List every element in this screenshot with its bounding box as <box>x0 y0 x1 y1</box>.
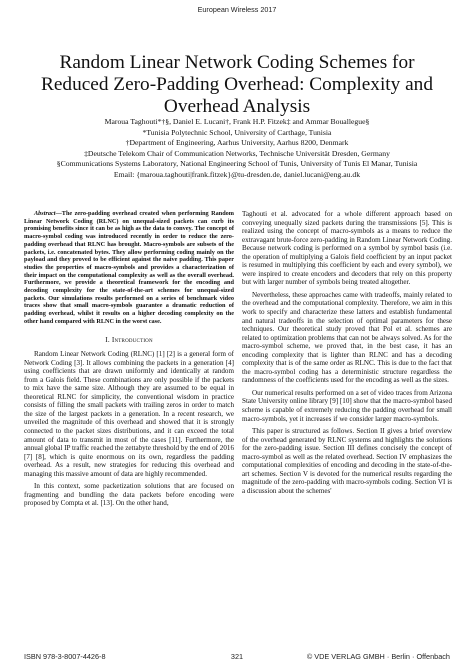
paragraph: Taghouti et al. advocated for a whole different approach based on conveying unequally sized packets during the transmissions [5]. This is realized using the concept of macro-symbols as a means to reduce the extravagant brute-force zero-padding in Random Linear Network Coding. Because network coding is performed on a symbol by symbol basis (i.e. the operation of multiplying a Galois field coefficient by an input packet is resumed in multiplying this coefficient by each and every symbol), we were inspired to create encoders and decoders that rely on this property but with larger number of symbols being treated altogether. <box>242 210 452 287</box>
affiliation: *Tunisia Polytechnic School, University of Carthage, Tunisia <box>142 127 332 137</box>
paragraph: Random Linear Network Coding (RLNC) [1] [2] is a general form of Network Coding [3]. It allows combining the packets in a generation [4] using coefficients that are drawn uniformly and identically at random from a Galois field. These combinations are only possible if the packets to mix have the same size. Although they are assumed to be equal in theoretical RLNC for simplicity, the conventional wisdom in practice consists of filling the small packets with trailing zeros in order to match the size of the largest packets in a generation. In a recent research, we unveiled the magnitude of this overhead and showed that it is strongly connected to the packet sizes distributions, and it can exceed the total amount of data to transmit in most of the cases [11]. Furthermore, the annual global IP traffic reached the zettabyte threshold by the end of 2016 [7] [8], which is quite enormous on its own, regardless the padding overhead. As a result, new strategies for reducing this overhead and managing this massive amount of data are highly recommended. <box>24 350 234 478</box>
abstract <box>24 210 234 326</box>
section-heading: I. Introduction <box>105 334 153 344</box>
abstract-text: —The zero-padding overhead created when performing Random Linear Network Coding (RLNC) on unequal-sized packets can curb its promising benefits since it can be as high as the data to convey. The concept of macro-symbol coding was introduced recently in order to reduce the zero-padding overhead that RLNC has brought. Macro-symbols are subsets of the packets, i.e. concatenated bytes. They allow performing coding mainly on the payload and they proved to be efficient against the naive padding. This paper studies the properties of macro-symbols and provides a characterization of their impact on the computational complexity as well as the overall overhead. Furthermore, we provide a theoretical framework for the encoding and decoding complexity for the state-of-the-art schemes for unequal-sized packets. Our simulations results performed on a series of benchmark video traces show that small macro-symbols guarantee a dramatic reduction of padding overhead, whilst it results on a higher decoding complexity on the other hand compared with RLNC in the worst case. <box>24 210 234 325</box>
title-line: Reduced Zero-Padding Overhead: Complexity and <box>41 74 433 95</box>
page-number: 321 <box>230 652 244 661</box>
author-block <box>20 117 454 181</box>
title-line: Random Linear Network Coding Schemes for <box>59 52 415 73</box>
author-email: Email: {maroua.taghouti|frank.fitzek}@tu-dresden.de, daniel.lucani@eng.au.dk <box>113 169 361 179</box>
affiliation: †Department of Engineering, Aarhus University, Aarhus 8200, Denmark <box>125 138 349 148</box>
affiliation: ‡Deutsche Telekom Chair of Communication Networks, Technische Universität Dresden, Germany <box>84 148 390 158</box>
footer-publisher: © VDE VERLAG GMBH · Berlin · Offenbach <box>306 652 450 661</box>
affiliation: §Communications Systems Laboratory, National Engineering School of Tunis, University of Tunis El Manar, Tunisia <box>56 159 418 169</box>
footer-isbn: ISBN 978-3-8007-4426-8 <box>24 652 106 661</box>
left-column <box>24 210 234 508</box>
paragraph: Nevertheless, these approaches came with tradeoffs, mainly related to the overhead and the computational complexity. Therefore, we aim in this work to specify and characterize these latters and establish fundamental and natural tradeoffs in the selection of optimal parameters for these techniques. Our theoretical study proved that Pol et al. schemes are related to optimization problems that can not be always solved. As for the macro-symbol scheme, we proved that, in the best case, it has an encoding complexity that is lighter than RLNC and has a decoding complexity that is of the same order as RLNC. This is due to the fact that the macro-symbol coding has a deterministic structure regardless the randomness of the coefficients used for the encoding as well as the sizes. <box>242 290 452 385</box>
running-header: European Wireless 2017 <box>197 5 277 14</box>
paragraph: Our numerical results performed on a set of video traces from Arizona State University online library [9] [10] show that the macro-symbol based scheme is capable of extremely reducing the padding overhead for small macro-symbols, yet it increases if we consider larger macro-symbols. <box>242 388 453 423</box>
paragraph: This paper is structured as follows. Section II gives a brief overview of the overhead generated by RLNC systems and highlights the solutions for the zero-padding issue. Section III defines concisely the concept of macro-symbol as well as the related overhead. Section IV emphasizes the computational complexities of encoding and decoding in the state-of-the-art schemes. Section V is devoted for the numerical results regarding the magnitude of the zero-padding with macro-symbols coding. Section VI is a discussion about the schemes' <box>242 427 452 495</box>
title-line: Overhead Analysis <box>163 96 311 117</box>
abstract-lead: Abstract <box>34 210 56 217</box>
right-column <box>242 210 452 496</box>
author-names: Maroua Taghouti*†§, Daniel E. Lucani†, Frank H.P. Fitzek‡ and Ammar Bouallegue§ <box>104 117 370 126</box>
paper-title <box>30 52 444 118</box>
paragraph: In this context, some packetization solutions that are focused on fragmenting and bundling the data packets before encoding were proposed by Compta et al. [13]. On the other hand, <box>24 482 234 508</box>
